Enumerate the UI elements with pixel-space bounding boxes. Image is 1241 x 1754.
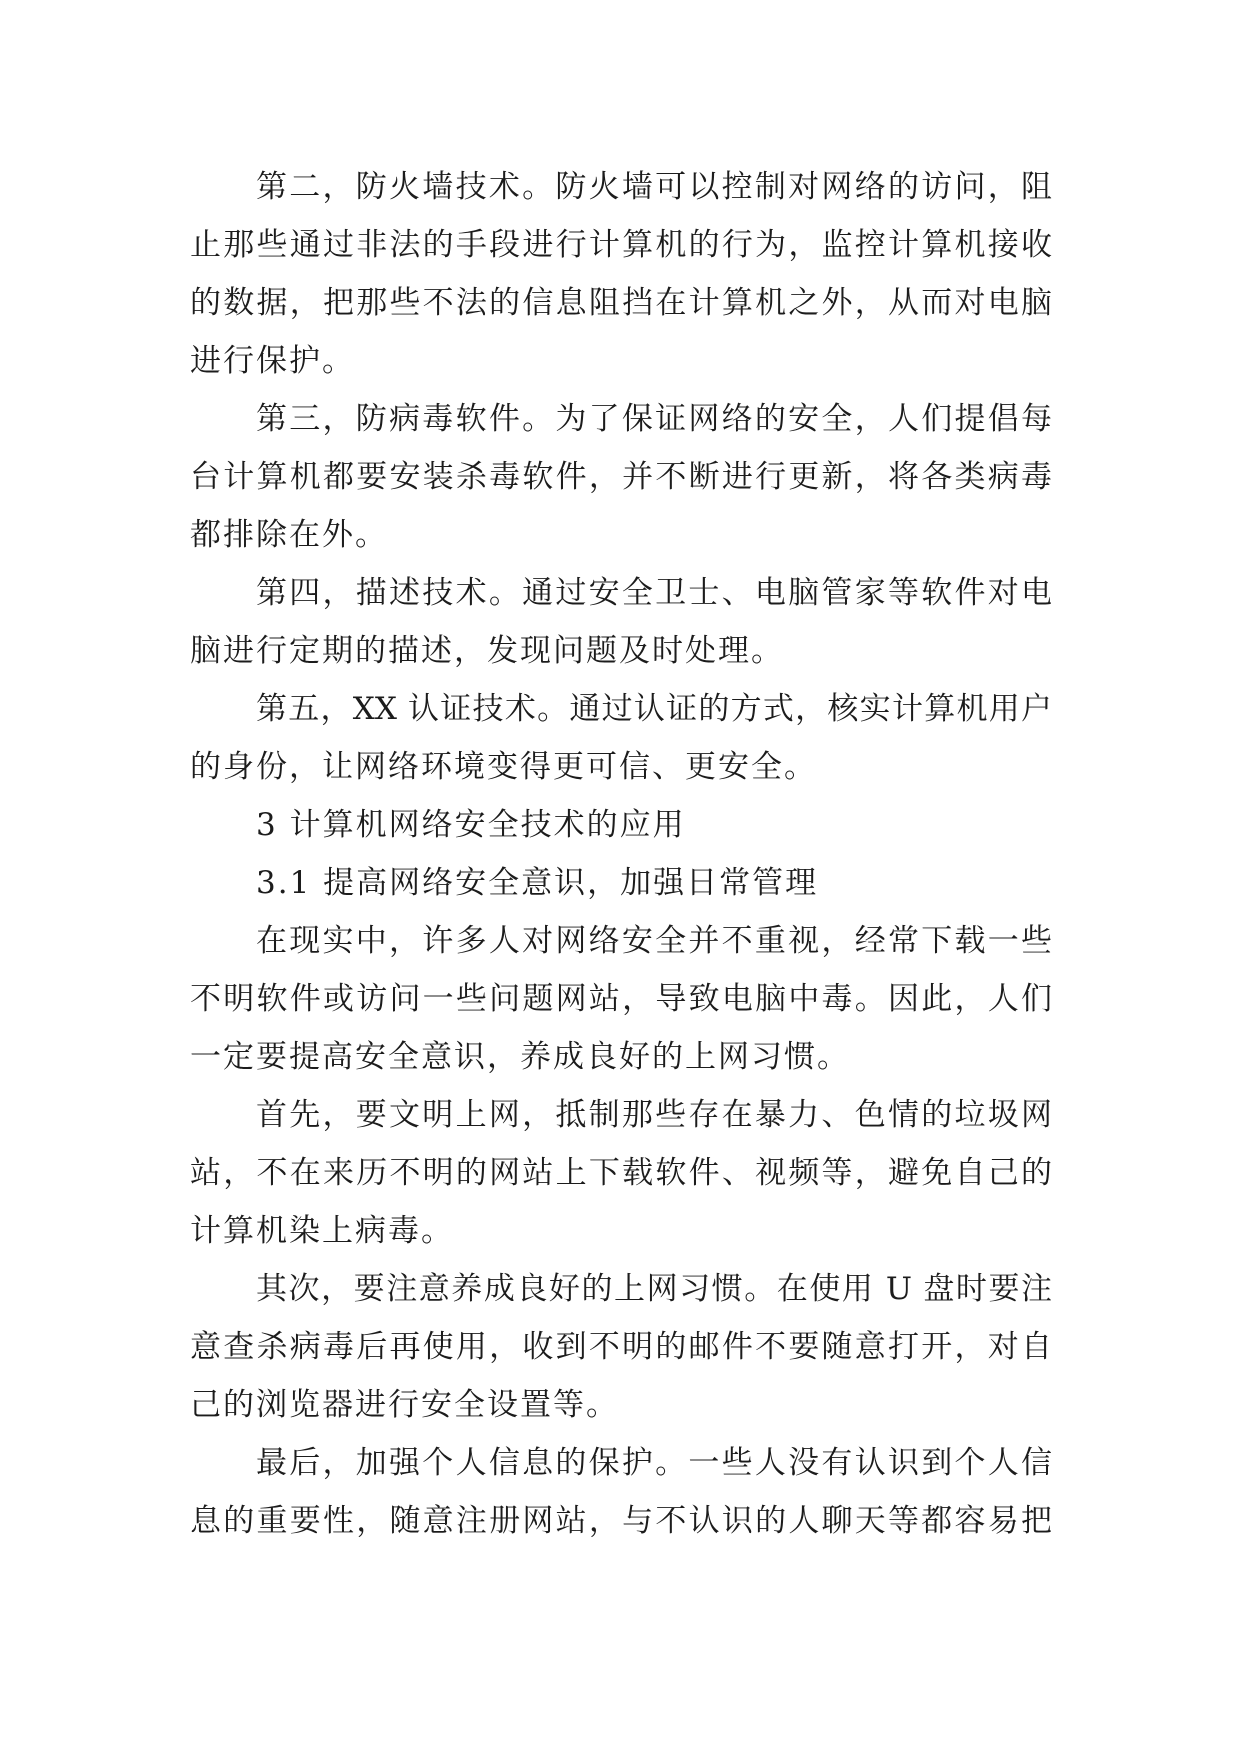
paragraph-line: 第四，描述技术。通过安全卫士、电脑管家等软件对电 — [256, 575, 1052, 611]
paragraph-line: 进行保护。 — [190, 343, 355, 379]
subsection-heading — [190, 854, 1052, 912]
paragraph-line: 的数据，把那些不法的信息阻挡在计算机之外，从而对电脑 — [190, 285, 1052, 321]
paragraph-second — [190, 1260, 1052, 1434]
paragraph-line: 息的重要性，随意注册网站，与不认识的人聊天等都容易把 — [190, 1503, 1052, 1539]
paragraph-awareness — [190, 912, 1052, 1086]
paragraph-line: 其次，要注意养成良好的上网习惯。在使用 U 盘时要注 — [256, 1271, 1052, 1307]
paragraph-line: 己的浏览器进行安全设置等。 — [190, 1387, 619, 1423]
section-heading-text: 3 计算机网络安全技术的应用 — [256, 807, 686, 843]
paragraph-line: 站，不在来历不明的网站上下载软件、视频等，避免自己的 — [190, 1155, 1052, 1191]
paragraph-finally — [190, 1434, 1052, 1550]
section-heading — [190, 796, 1052, 854]
paragraph-line: 止那些通过非法的手段进行计算机的行为，监控计算机接收 — [190, 227, 1052, 263]
paragraph-line: 不明软件或访问一些问题网站，导致电脑中毒。因此，人们 — [190, 981, 1052, 1017]
paragraph-line: 最后，加强个人信息的保护。一些人没有认识到个人信 — [256, 1445, 1052, 1481]
paragraph-line: 一定要提高安全意识，养成良好的上网习惯。 — [190, 1039, 850, 1075]
paragraph-line: 台计算机都要安装杀毒软件，并不断进行更新，将各类病毒 — [190, 459, 1052, 495]
document-body — [190, 158, 1052, 1550]
paragraph-line: 第二，防火墙技术。防火墙可以控制对网络的访问，阻 — [256, 169, 1052, 205]
paragraph-scanning — [190, 564, 1052, 680]
paragraph-first — [190, 1086, 1052, 1260]
paragraph-line: 意查杀病毒后再使用，收到不明的邮件不要随意打开，对自 — [190, 1329, 1052, 1365]
paragraph-line: 计算机染上病毒。 — [190, 1213, 454, 1249]
paragraph-antivirus — [190, 390, 1052, 564]
subsection-heading-text: 3.1 提高网络安全意识，加强日常管理 — [256, 865, 819, 901]
paragraph-line: 第五，XX 认证技术。通过认证的方式，核实计算机用户 — [256, 691, 1052, 727]
paragraph-line: 脑进行定期的描述，发现问题及时处理。 — [190, 633, 784, 669]
paragraph-line: 的身份，让网络环境变得更可信、更安全。 — [190, 749, 817, 785]
paragraph-line: 首先，要文明上网，抵制那些存在暴力、色情的垃圾网 — [256, 1097, 1052, 1133]
paragraph-firewall — [190, 158, 1052, 390]
paragraph-line: 都排除在外。 — [190, 517, 388, 553]
paragraph-line: 第三，防病毒软件。为了保证网络的安全，人们提倡每 — [256, 401, 1052, 437]
paragraph-line: 在现实中，许多人对网络安全并不重视，经常下载一些 — [256, 923, 1052, 959]
paragraph-authentication — [190, 680, 1052, 796]
